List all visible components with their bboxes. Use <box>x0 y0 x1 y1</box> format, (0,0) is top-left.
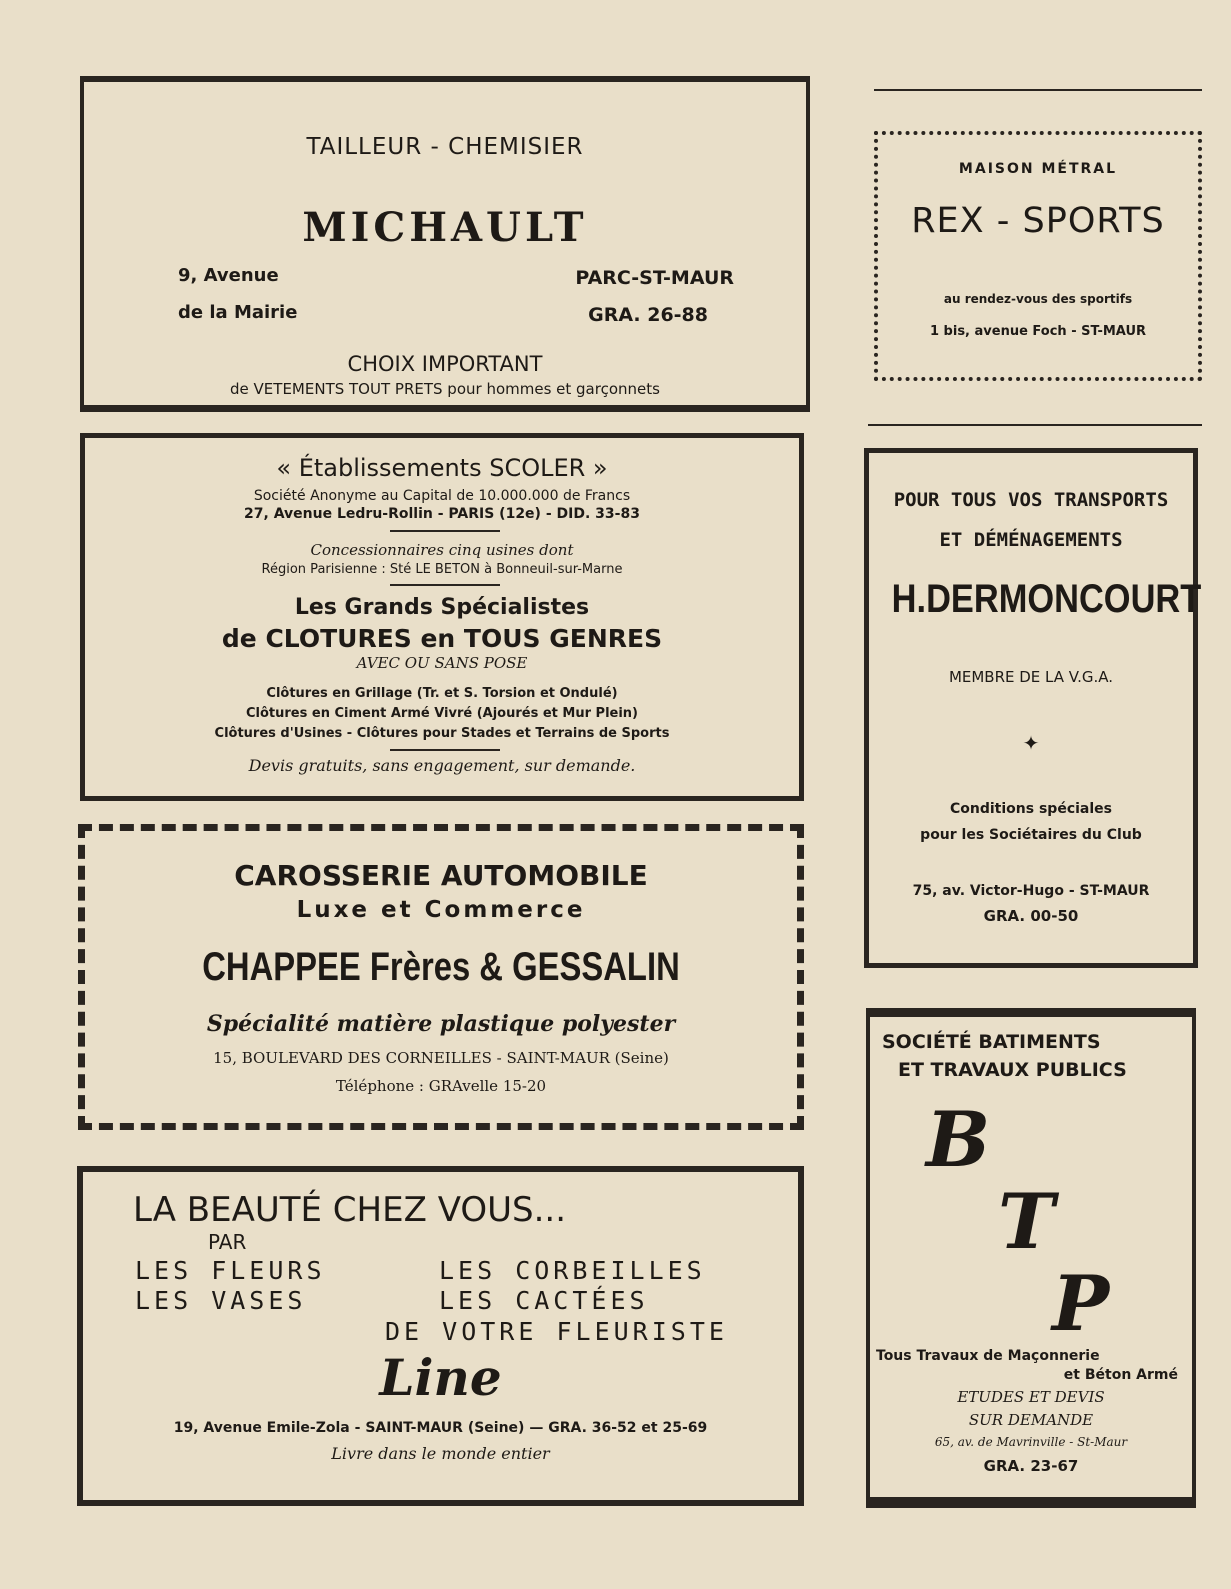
btp-ad <box>866 1008 1196 1508</box>
scoler-headline-3: AVEC OU SANS POSE <box>356 654 528 672</box>
btp-phone: GRA. 23-67 <box>983 1457 1079 1475</box>
dermoncourt-line1: POUR TOUS VOS TRANSPORTS <box>893 489 1169 511</box>
michault-address-line1: 9, Avenue <box>178 265 279 286</box>
scoler-headline-2: de CLOTURES en TOUS GENRES <box>221 624 663 653</box>
btp-letter-b: B <box>926 1095 991 1184</box>
btp-work1: Tous Travaux de Maçonnerie <box>876 1348 1100 1364</box>
ornament-icon: ✦ <box>1022 731 1040 755</box>
scoler-footer: Devis gratuits, sans engagement, sur demande. <box>248 756 636 775</box>
michault-name: MICHAULT <box>302 204 588 251</box>
scoler-headline-1: Les Grands Spécialistes <box>294 595 590 620</box>
line-par: PAR <box>208 1230 247 1254</box>
scoler-item-2: Clôtures en Ciment Armé Vivré (Ajourés et Mur Plein) <box>246 706 638 721</box>
chappee-phone: Téléphone : GRAvelle 15-20 <box>335 1077 547 1095</box>
line-headline: LA BEAUTÉ CHEZ VOUS... <box>133 1190 567 1230</box>
btp-address: 65, av. de Mavrinville - St-Maur <box>934 1435 1128 1449</box>
scoler-region: Région Parisienne : Sté LE BETON à Bonneuil-sur-Marne <box>261 562 623 577</box>
scoler-capital: Société Anonyme au Capital de 10.000.000 de Francs <box>253 488 631 504</box>
line-address: 19, Avenue Emile-Zola - SAINT-MAUR (Seine) — GRA. 36-52 et 25-69 <box>173 1420 708 1436</box>
rex-line4: 1 bis, avenue Foch - ST-MAUR <box>929 324 1147 339</box>
chappee-ad <box>78 824 804 1130</box>
rex-line3: au rendez-vous des sportifs <box>943 292 1133 306</box>
line-footer: Livre dans le monde entier <box>331 1444 550 1463</box>
chappee-address: 15, BOULEVARD DES CORNEILLES - SAINT-MAUR (Seine) <box>213 1049 669 1067</box>
michault-address-line2: de la Mairie <box>178 302 298 323</box>
michault-ad <box>80 76 810 412</box>
btp-letter-t: T <box>998 1177 1055 1266</box>
line-col2-row2: LES CACTÉES <box>439 1286 649 1315</box>
line-col1-row2: LES VASES <box>135 1286 307 1315</box>
scoler-address: 27, Avenue Ledru-Rollin - PARIS (12e) - DID. 33-83 <box>244 506 640 522</box>
scoler-separator-1 <box>390 530 500 532</box>
rex-name: REX - SPORTS <box>911 201 1165 241</box>
btp-etudes2: SUR DEMANDE <box>968 1411 1094 1429</box>
scoler-separator-2 <box>390 584 500 586</box>
chappee-specialty: Spécialité matière plastique polyester <box>206 1011 676 1037</box>
michault-city: PARC-ST-MAUR <box>575 267 734 289</box>
scoler-separator-3 <box>390 749 500 751</box>
scoler-concession: Concessionnaires cinq usines dont <box>310 541 574 559</box>
scoler-title: « Établissements SCOLER » <box>276 454 608 482</box>
chappee-line2: Luxe et Commerce <box>296 897 586 923</box>
scoler-ad <box>80 433 804 801</box>
chappee-name: CHAPPEE Frères & GESSALIN <box>202 945 680 989</box>
line-row3: DE VOTRE FLEURISTE <box>385 1317 728 1346</box>
line-name: Line <box>379 1348 502 1407</box>
middle-rule <box>868 424 1202 426</box>
chappee-line1: CAROSSERIE AUTOMOBILE <box>234 859 648 892</box>
dermoncourt-ad <box>864 448 1202 968</box>
scoler-item-3: Clôtures d'Usines - Clôtures pour Stades et Terrains de Sports <box>214 726 670 741</box>
btp-work2: et Béton Armé <box>1063 1367 1178 1383</box>
michault-phone: GRA. 26-88 <box>588 304 708 326</box>
btp-letter-p: P <box>1052 1259 1110 1348</box>
michault-choix: CHOIX IMPORTANT <box>347 352 543 376</box>
line-col1-row1: LES FLEURS <box>135 1256 326 1285</box>
line-col2-row1: LES CORBEILLES <box>439 1256 706 1285</box>
rex-line1: MAISON MÉTRAL <box>958 161 1118 177</box>
dermoncourt-cond2: pour les Sociétaires du Club <box>920 827 1142 843</box>
scoler-item-1: Clôtures en Grillage (Tr. et S. Torsion et Ondulé) <box>266 686 618 701</box>
michault-vetements: de VETEMENTS TOUT PRETS pour hommes et garçonnets <box>230 380 660 398</box>
btp-line1: SOCIÉTÉ BATIMENTS <box>882 1031 1101 1053</box>
dermoncourt-cond1: Conditions spéciales <box>950 801 1112 817</box>
michault-line1: TAILLEUR - CHEMISIER <box>306 134 584 160</box>
btp-line2: ET TRAVAUX PUBLICS <box>898 1059 1127 1081</box>
dermoncourt-line2: ET DÉMÉNAGEMENTS <box>939 529 1123 551</box>
line-ad <box>77 1166 804 1506</box>
rex-sports-ad <box>874 131 1202 381</box>
dermoncourt-name: H.DERMONCOURT <box>891 577 1202 621</box>
dermoncourt-member: MEMBRE DE LA V.G.A. <box>948 668 1114 686</box>
btp-etudes1: ETUDES ET DEVIS <box>957 1388 1105 1406</box>
dermoncourt-phone: GRA. 00-50 <box>983 907 1079 925</box>
dermoncourt-address: 75, av. Victor-Hugo - ST-MAUR <box>912 883 1150 899</box>
top-rule <box>874 89 1202 91</box>
